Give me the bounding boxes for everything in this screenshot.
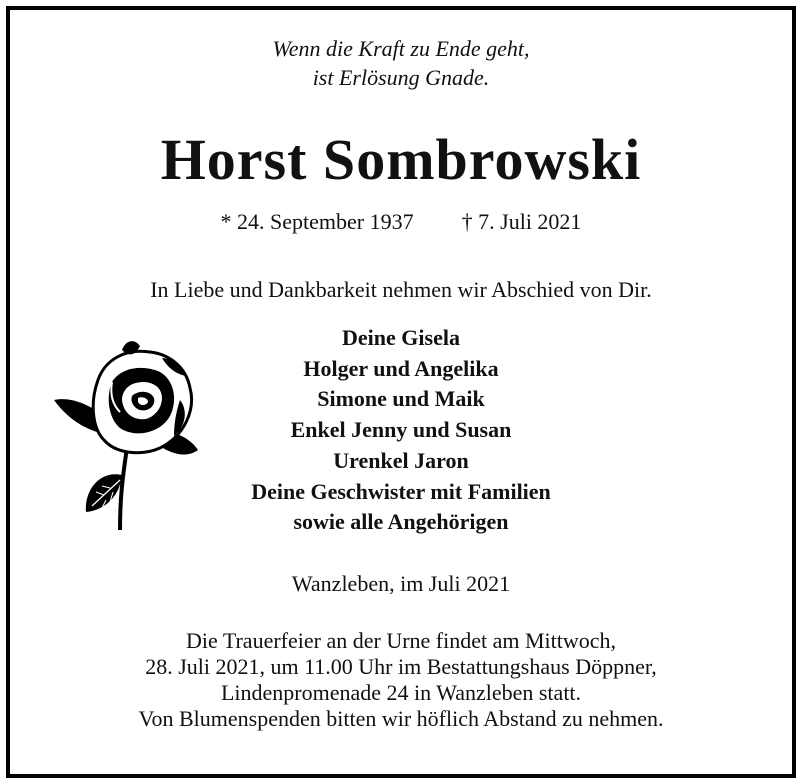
place-date: Wanzleben, im Juli 2021 xyxy=(291,571,511,596)
mourner-line: Urenkel Jaron xyxy=(333,447,469,473)
mourner-line: Simone und Maik xyxy=(317,386,485,412)
mourner-line: Deine Gisela xyxy=(342,325,460,350)
verse xyxy=(10,34,792,92)
farewell-text: In Liebe und Dankbarkeit nehmen wir Abschied von Dir. xyxy=(150,277,652,302)
funeral-notice xyxy=(10,628,792,732)
rose-icon xyxy=(50,340,200,535)
notice-line: Lindenpromenade 24 in Wanzleben statt. xyxy=(220,680,582,705)
mourner-line: Holger und Angelika xyxy=(303,355,499,381)
mourner-line: Enkel Jenny und Susan xyxy=(290,417,512,443)
life-dates xyxy=(10,208,792,236)
notice-line: Von Blumenspenden bitten wir höflich Abstand zu nehmen. xyxy=(138,706,664,731)
verse-line-1: Wenn die Kraft zu Ende geht, xyxy=(272,36,530,61)
verse-line-2: ist Erlösung Gnade. xyxy=(312,65,490,90)
notice-line: 28. Juli 2021, um 11.00 Uhr im Bestattungshaus Döppner, xyxy=(145,654,657,679)
notice-line: Die Trauerfeier an der Urne findet am Mittwoch, xyxy=(185,628,617,653)
mourner-line: Deine Geschwister mit Familien xyxy=(251,478,551,504)
death-date: † 7. Juli 2021 xyxy=(461,209,582,234)
birth-date: * 24. September 1937 xyxy=(220,209,414,234)
deceased-name: Horst Sombrowski xyxy=(160,127,642,192)
mourner-line: sowie alle Angehörigen xyxy=(293,509,509,535)
obituary-frame xyxy=(6,6,796,778)
